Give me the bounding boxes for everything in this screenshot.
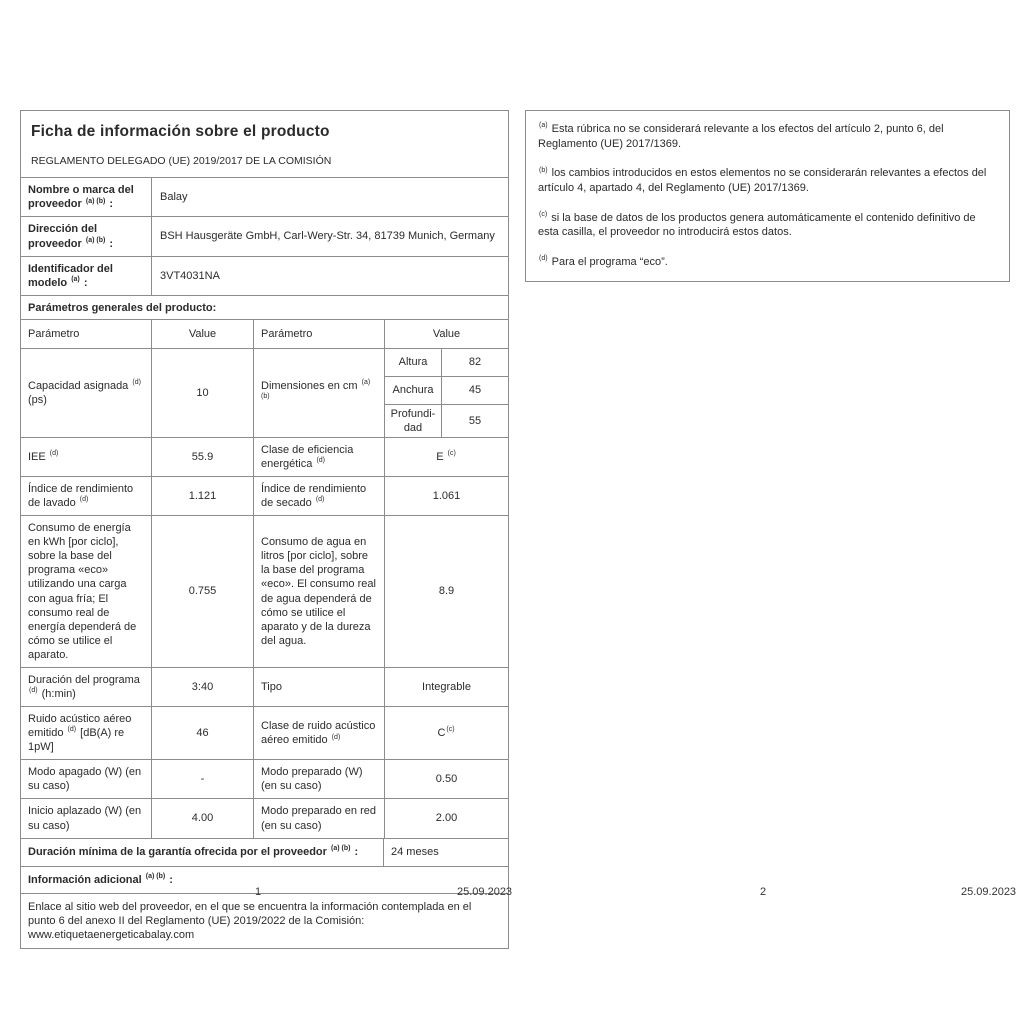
duration-type-row <box>21 667 508 706</box>
noise-value: 46 <box>152 707 254 759</box>
dimension-row-height <box>385 349 508 376</box>
programme-duration-label: Duración del programa $^{(d)}$ (h:min) <box>21 668 152 706</box>
footnote-marker: (a) (b) <box>330 845 351 853</box>
networked-standby-label: Modo preparado en red (en su caso) <box>254 799 385 837</box>
off-mode-value: - <box>152 760 254 798</box>
header-value-left: Value <box>152 320 254 348</box>
supplier-address-value: BSH Hausgeräte GmbH, Carl-Wery-Str. 34, 81739 Munich, Germany <box>160 230 495 243</box>
delayed-start-value: 4.00 <box>152 799 254 837</box>
water-consumption-value: 8.9 <box>438 585 455 598</box>
footnote-marker: (c) <box>447 450 456 458</box>
noise-label: Ruido acústico aéreo emitido $^{(d)}$ [dB(A) re 1pW] <box>21 707 152 759</box>
energy-class-label: Clase de eficiencia energética $^{(d)}$ <box>254 438 385 476</box>
networked-standby-value: 2.00 <box>435 812 458 825</box>
footnote-marker: (d) <box>539 255 548 263</box>
footnote-marker: (d) <box>331 733 341 741</box>
footnote-marker: (b) <box>539 166 548 174</box>
dimension-row-width <box>385 376 508 404</box>
supplier-name-row <box>21 177 508 216</box>
dimension-row-depth <box>385 404 508 437</box>
footnote-marker: (a) (b) <box>145 872 166 880</box>
performance-index-row <box>21 476 508 515</box>
dimensions-subtable <box>385 349 508 437</box>
energy-class-value: E $^{(c)}$ <box>436 450 456 463</box>
warranty-value: 24 meses <box>391 846 439 859</box>
footnote-marker: (d) <box>67 726 77 734</box>
date-right: 25.09.2023 <box>961 886 1017 898</box>
capacity-value: 10 <box>152 349 254 437</box>
water-consumption-label: Consumo de agua en litros [por ciclo], sobre la base del programa «eco». El consumo real de agua dependerá de cómo se utilice el aparato y de la dureza del agua. <box>254 516 385 667</box>
supplier-link-row <box>21 893 508 948</box>
delay-network-row <box>21 798 508 837</box>
off-mode-label: Modo apagado (W) (en su caso) <box>21 760 152 798</box>
supplier-link-text: Enlace al sitio web del proveedor, en el que se encuentra la información contemplada en el punto 6 del anexo II del Reglamento (UE) 2019/2022 de la Comisión: www.etiquetaenergeticabalay.com <box>28 900 472 941</box>
footnote-marker: (d) <box>315 496 325 504</box>
dimension-name: Anchura <box>385 377 442 404</box>
header-value-right: Value <box>432 327 461 340</box>
washing-index-label: Índice de rendimiento de lavado $^{(d)}$ <box>21 477 152 515</box>
table-header-row <box>21 319 508 348</box>
drying-index-label: Índice de rendimiento de secado $^{(d)}$ <box>254 477 385 515</box>
capacity-label: Capacidad asignada $^{(d)}$ (ps) <box>21 349 152 437</box>
footnote-marker: (c) <box>539 210 548 218</box>
footnote-c: $^{(c)}$ si la base de datos de los productos genera automáticamente el contenido definitivo de esta casilla, el proveedor no introducirá estos datos. <box>538 210 976 239</box>
header-param-right: Parámetro <box>254 320 385 348</box>
footnotes-box <box>525 110 1010 282</box>
iee-row <box>21 437 508 476</box>
footnote-marker: (d) <box>49 450 59 458</box>
standby-label: Modo preparado (W) (en su caso) <box>254 760 385 798</box>
page-number-right: 2 <box>760 886 767 898</box>
standby-value: 0.50 <box>435 773 458 786</box>
footnote-marker: (a) (b) <box>85 197 106 205</box>
footnote-d: $^{(d)}$ Para el programa “eco”. <box>539 255 668 268</box>
footnote-b: $^{(b)}$ los cambios introducidos en estos elementos no se considerarán relevantes a efectos del artículo 4, apartado 4, del Reglamento (UE) 2017/1369. <box>538 166 987 194</box>
title-block <box>21 111 508 177</box>
supplier-address-label: Dirección del proveedor $^{(a) (b)}$ : <box>21 217 152 255</box>
drying-index-value: 1.061 <box>432 490 461 502</box>
warranty-label: Duración mínima de la garantía ofrecida por el proveedor $^{(a) (b)}$ : <box>21 839 384 866</box>
off-standby-row <box>21 759 508 798</box>
type-label: Tipo <box>254 668 385 706</box>
supplier-address-row <box>21 216 508 255</box>
dimension-value: 55 <box>468 414 482 427</box>
supplier-name-label: Nombre o marca del proveedor $^{(a) (b)}$ : <box>21 178 152 216</box>
dimension-name: Profundidad <box>385 405 442 437</box>
page-title: Ficha de información sobre el producto <box>31 123 330 140</box>
product-fiche-table <box>20 110 509 949</box>
footnote-a: $^{(a)}$ Esta rúbrica no se considerará relevante a los efectos del artículo 2, punto 6, del Reglamento (UE) 2017/1369. <box>538 122 944 150</box>
additional-info-label: Información adicional $^{(a) (b)}$ : <box>28 872 173 886</box>
additional-info-row <box>21 866 508 893</box>
dimension-value: 82 <box>468 356 482 369</box>
footnote-marker: (a) <box>71 276 80 283</box>
model-identifier-row <box>21 256 508 295</box>
header-param-left: Parámetro <box>21 320 152 348</box>
washing-index-value: 1.121 <box>152 477 254 515</box>
consumption-row <box>21 515 508 667</box>
footnote-marker: (a) (b) <box>85 236 106 244</box>
model-identifier-value: 3VT4031NA <box>160 269 220 282</box>
date-left: 25.09.2023 <box>457 886 513 898</box>
iee-value: 55.9 <box>152 438 254 476</box>
noise-class-value: $C^{(c)}$ <box>437 726 455 740</box>
noise-row <box>21 706 508 759</box>
delayed-start-label: Inicio aplazado (W) (en su caso) <box>21 799 152 837</box>
footnote-marker: (d) <box>29 687 38 695</box>
warranty-row <box>21 838 508 866</box>
page-subtitle: REGLAMENTO DELEGADO (UE) 2019/2017 DE LA COMISIÓN <box>31 154 332 167</box>
footnote-marker: (d) <box>79 496 89 504</box>
footnote-marker: (d) <box>132 379 141 387</box>
type-value: Integrable <box>422 680 471 693</box>
footnote-marker: (c) <box>446 726 455 734</box>
supplier-name-value: Balay <box>160 191 188 204</box>
general-parameters-heading: Parámetros generales del producto: <box>21 295 508 319</box>
dimension-value: 45 <box>468 384 482 397</box>
footnote-marker: (a) <box>539 122 548 130</box>
programme-duration-value: 3:40 <box>152 668 254 706</box>
noise-class-label: Clase de ruido acústico aéreo emitido $^{(d)}$ <box>254 707 385 759</box>
footnote-marker: (d) <box>316 457 325 465</box>
footnote-marker: (a) (b) <box>261 379 371 401</box>
energy-consumption-value: 0.755 <box>152 516 254 667</box>
energy-consumption-label: Consumo de energía en kWh [por ciclo], sobre la base del programa «eco» utilizando una carga con agua fría; El consumo real de energía dependerá de cómo se utilice el aparato. <box>21 516 152 667</box>
dimension-name: Altura <box>385 349 442 376</box>
dimensions-label: Dimensiones en cm $^{(a) (b)}$ <box>254 349 385 437</box>
model-identifier-label: Identificador del modelo $^{(a)}$ : <box>21 257 152 295</box>
iee-label: IEE $^{(d)}$ <box>21 438 152 476</box>
capacity-dimensions-row <box>21 348 508 437</box>
page-number-left: 1 <box>255 886 262 898</box>
